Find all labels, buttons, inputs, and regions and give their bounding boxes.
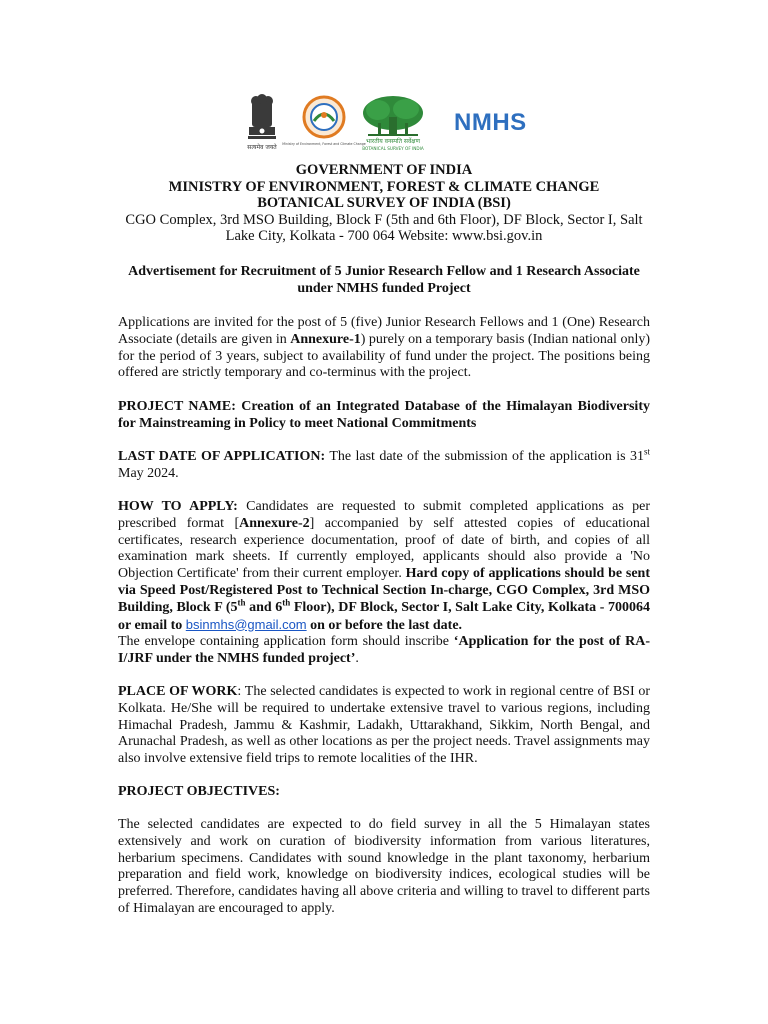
how-to-apply-bold-3: Floor), DF Block, Sector I, Salt Lake City, Kolkata - 700064 or email to bbox=[118, 599, 650, 633]
how-to-apply-text-2: ] accompanied by self attested copies of educational certificates, research experience documentation, proof of date of birth, and copies of all examination mark sheets. If currently employed, applicants should also provide a 'No Objection Certificate' from their current employer. bbox=[118, 515, 650, 582]
header-bsi: BOTANICAL SURVEY OF INDIA (BSI) bbox=[257, 195, 511, 211]
bsi-caption: BOTANICAL SURVEY OF INDIA bbox=[362, 146, 424, 151]
logo-row bbox=[240, 92, 550, 154]
nmhs-logo: NMHS bbox=[454, 109, 527, 136]
how-to-apply-bold-2: and 6 bbox=[245, 599, 283, 615]
how-to-apply-text-1: Candidates are requested to submit completed applications as per prescribed format [ bbox=[118, 499, 650, 531]
project-name-label: PROJECT NAME: bbox=[118, 399, 242, 414]
place-of-work-text: : The selected candidates is expected to work in regional centre of BSI or Kolkata. He/She will be required to undertake extensive travel to various regions, including Himachal Pradesh, Jammu & Kashmir, Ladakh, Uttarakhand, Sikkim, North Bengal, and Arunachal Pradesh, as well as other locations as per the project needs. Travel assignments may also involve extensive field trips to remote localities of the IHR. bbox=[118, 684, 650, 767]
email-link[interactable]: bsinmhs@gmail.com bbox=[185, 616, 307, 632]
place-of-work-label: PLACE OF WORK bbox=[118, 684, 238, 699]
envelope-end: . bbox=[355, 651, 359, 667]
last-date-text-2: May 2024. bbox=[118, 465, 179, 481]
bsi-caption-hindi: भारतीय वनस्पति सर्वेक्षण bbox=[366, 138, 420, 145]
last-date-text: The last date of the submission of the application is 31 bbox=[325, 449, 644, 464]
advertisement-title: Advertisement for Recruitment of 5 Junior Research Fellow and 1 Research Associate under NMHS funded Project bbox=[128, 264, 640, 296]
how-to-apply-paragraph bbox=[118, 499, 650, 668]
last-date-sup: st bbox=[643, 446, 650, 457]
envelope-inscription: ‘Application for the post of RA-I/JRF under the NMHS funded project’ bbox=[118, 634, 651, 667]
project-name-value: Creation of an Integrated Database of the Himalayan Biodiversity for Mainstreaming in Policy to meet National Commitments bbox=[118, 399, 650, 431]
intro-annexure-1: Annexure-1 bbox=[290, 331, 361, 347]
letterhead bbox=[118, 162, 650, 245]
project-objectives-paragraph: The selected candidates are expected to do field survey in all the 5 Himalayan states extensively and work on curation of biodiversity information from various literatures, herbarium specimens. Candidates with sound knowledge in the plant taxonomy, herbarium preparation and field work, knowledge on biodiversity indices, ecological studies will be preferred. Therefore, candidates having all above criteria and willing to travel to different parts of Himalayan are encouraged to apply. bbox=[118, 817, 650, 916]
intro-text-1: Applications are invited for the post of 5 (five) Junior Research Fellows and 1 (One) Research Associate (details are given in bbox=[118, 315, 650, 347]
header-government: GOVERNMENT OF INDIA bbox=[295, 162, 473, 178]
last-date-paragraph bbox=[118, 446, 650, 483]
how-to-apply-sup-2: th bbox=[282, 597, 291, 608]
place-of-work-paragraph bbox=[118, 684, 650, 768]
how-to-apply-bold-4: on or before the last date. bbox=[306, 617, 463, 633]
how-to-apply-annexure-2: Annexure-2 bbox=[239, 515, 310, 531]
how-to-apply-sup-1: th bbox=[237, 597, 246, 608]
intro-text-2: ) purely on a temporary basis (Indian national only) for the period of 3 years, subject to availability of fund under the project. The positions being offered are strictly temporary and co-terminus with the project. bbox=[118, 331, 650, 381]
project-objectives-heading: PROJECT OBJECTIVES: bbox=[118, 784, 280, 799]
intro-paragraph bbox=[118, 315, 650, 382]
national-emblem-logo bbox=[240, 93, 284, 153]
envelope-text: The envelope containing application form should inscribe bbox=[118, 634, 454, 650]
emblem-caption: सत्यमेव जयते bbox=[247, 144, 277, 151]
project-name-paragraph bbox=[118, 399, 650, 433]
last-date-label: LAST DATE OF APPLICATION: bbox=[118, 449, 326, 464]
how-to-apply-bold-1: Hard copy of applications should be sent via Speed Post/Registered Post to Technical Section In-charge, CGO Complex, 3rd MSO Building, Block F (5 bbox=[118, 566, 650, 615]
header-ministry: MINISTRY OF ENVIRONMENT, FOREST & CLIMATE CHANGE bbox=[168, 178, 600, 195]
how-to-apply-label: HOW TO APPLY: bbox=[118, 499, 238, 514]
moefcc-logo bbox=[282, 93, 366, 153]
moefcc-caption: Ministry of Environment, Forest and Climate Change bbox=[282, 142, 366, 146]
header-address: CGO Complex, 3rd MSO Building, Block F (5th and 6th Floor), DF Block, Sector I, Salt Lake City, Kolkata - 700 064 Website: www.bsi.gov.in bbox=[125, 211, 643, 244]
bsi-logo bbox=[358, 93, 428, 153]
